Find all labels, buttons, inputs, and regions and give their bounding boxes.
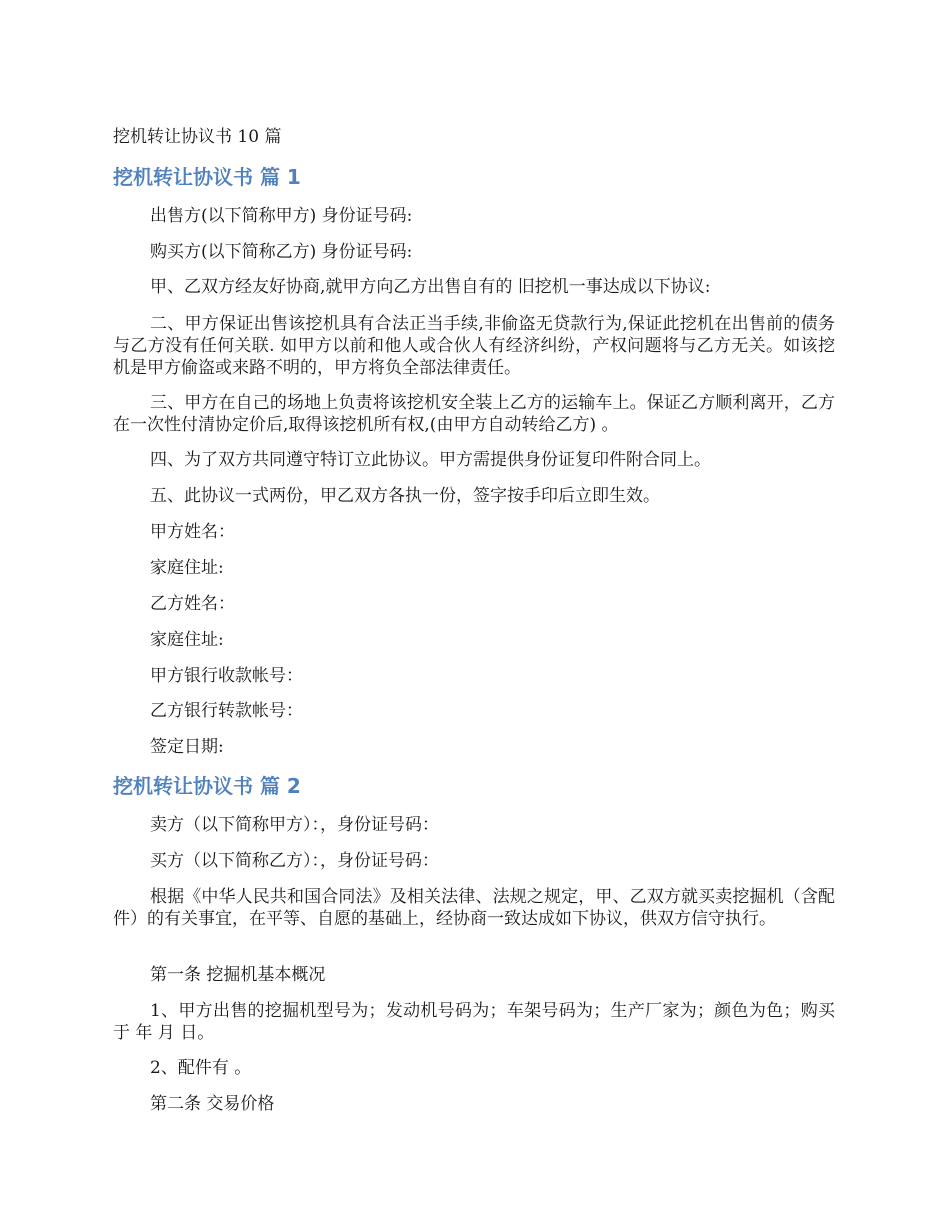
paragraph: 2、配件有 。 [150,1058,252,1078]
field-label: 家庭住址: [150,558,224,578]
paragraph: 出售方(以下简称甲方) 身份证号码: [150,206,413,226]
paragraph: 四、为了双方共同遵守特订立此协议。甲方需提供身份证复印件附合同上。 [150,450,711,470]
paragraph: 二、甲方保证出售该挖机具有合法正当手续,非偷盗无贷款行为,保证此挖机在出售前的债务与乙方没有任何关联. 如甲方以前和他人或合伙人有经济纠纷，产权问题将与乙方无关。如该挖机是甲方偷盗或来路不明的，甲方将负全部法律责任。 [113,314,835,378]
paragraph: 1、甲方出售的挖掘机型号为；发动机号码为；车架号码为；生产厂家为；颜色为色；购买于 年 月 日。 [113,1001,835,1043]
paragraph: 购买方(以下简称乙方) 身份证号码: [150,242,413,262]
field-label: 甲方银行收款帐号： [150,666,303,686]
article-heading: 第一条 挖掘机基本概况 [150,965,326,985]
field-label: 乙方银行转款帐号： [150,701,303,721]
field-label: 签定日期: [150,737,224,757]
paragraph: 根据《中华人民共和国合同法》及相关法律、法规之规定，甲、乙双方就买卖挖掘机（含配件）的有关事宜，在平等、自愿的基础上，经协商一致达成如下协议，供双方信守执行。 [113,887,835,929]
section-heading-1: 挖机转让协议书 篇 1 [113,165,301,189]
field-label: 甲方姓名： [150,522,235,542]
section-heading-2: 挖机转让协议书 篇 2 [113,774,301,798]
paragraph: 甲、乙双方经友好协商,就甲方向乙方出售自有的 旧挖机一事达成以下协议: [150,277,711,297]
article-heading: 第二条 交易价格 [150,1094,275,1114]
paragraph: 三、甲方在自己的场地上负责将该挖机安全装上乙方的运输车上。保证乙方顺利离开，乙方在一次性付清协定价后,取得该挖机所有权,(由甲方自动转给乙方) 。 [113,393,835,435]
paragraph: 卖方（以下简称甲方）：，身份证号码： [150,815,439,835]
field-label: 家庭住址: [150,630,224,650]
paragraph: 五、此协议一式两份，甲乙双方各执一份，签字按手印后立即生效。 [150,486,660,506]
field-label: 乙方姓名： [150,594,235,614]
document-title: 挖机转让协议书 10 篇 [113,127,282,147]
paragraph: 买方（以下简称乙方）：，身份证号码： [150,851,439,871]
